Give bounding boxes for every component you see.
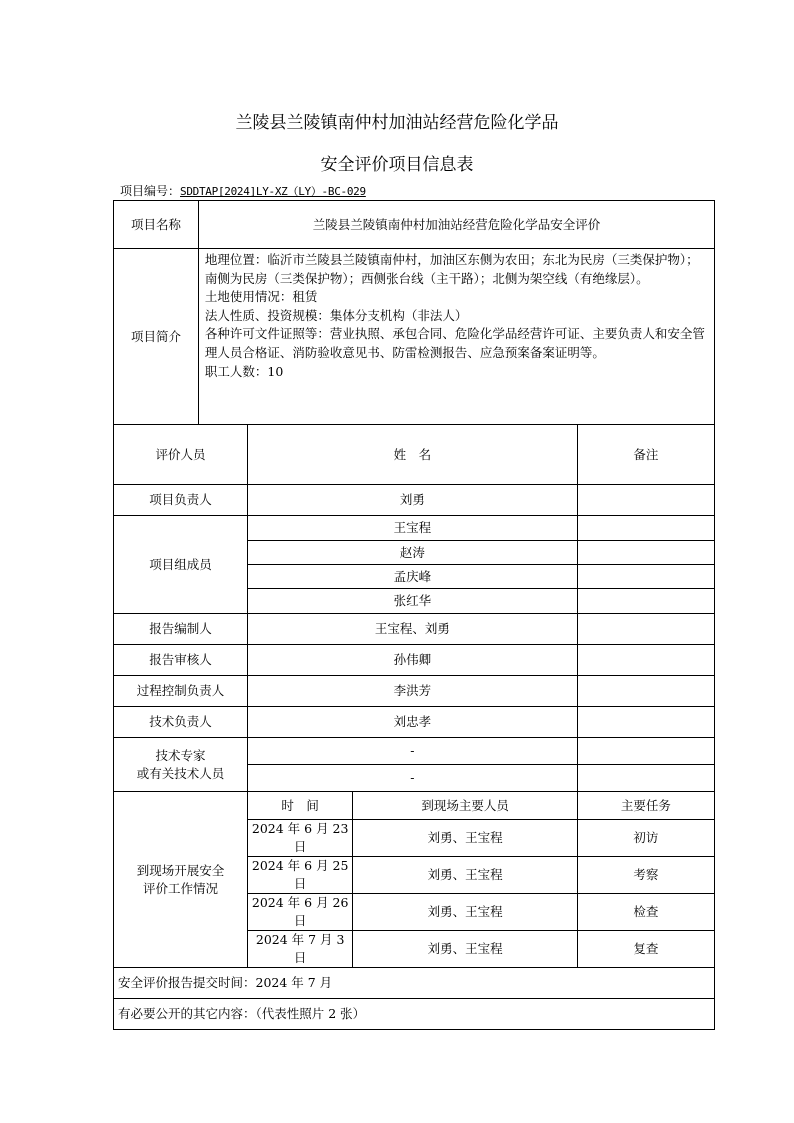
reviewer-note bbox=[577, 645, 714, 676]
project-name-value: 兰陵县兰陵镇南仲村加油站经营危险化学品安全评价 bbox=[198, 201, 714, 249]
visit-task: 考察 bbox=[577, 857, 714, 894]
project-intro-label: 项目简介 bbox=[114, 249, 199, 425]
document-title-line2: 安全评价项目信息表 bbox=[320, 155, 474, 175]
member-name: 孟庆峰 bbox=[247, 565, 577, 589]
table-row bbox=[114, 249, 715, 425]
visit-task: 检查 bbox=[577, 894, 714, 931]
project-number-label: 项目编号： bbox=[120, 184, 181, 198]
member-name: 赵涛 bbox=[247, 541, 577, 565]
staff-note-header: 备注 bbox=[577, 425, 714, 485]
member-note bbox=[577, 516, 714, 541]
member-note bbox=[577, 589, 714, 614]
expert-role bbox=[114, 738, 248, 792]
staff-name-header: 姓 名 bbox=[247, 425, 577, 485]
process-role: 过程控制负责人 bbox=[114, 676, 248, 707]
reviewer-name: 孙伟卿 bbox=[247, 645, 577, 676]
expert-note bbox=[577, 765, 714, 792]
visit-date: 2024 年 6 月 23 日 bbox=[247, 820, 353, 857]
project-name-label: 项目名称 bbox=[114, 201, 199, 249]
table-row bbox=[114, 792, 715, 820]
table-row bbox=[114, 738, 715, 765]
visit-people: 刘勇、王宝程 bbox=[353, 857, 577, 894]
member-note bbox=[577, 565, 714, 589]
visits-time-header: 时 间 bbox=[247, 792, 353, 820]
info-table bbox=[113, 200, 715, 1030]
visit-task: 复查 bbox=[577, 931, 714, 968]
expert-name: - bbox=[247, 738, 577, 765]
visit-date: 2024 年 6 月 25 日 bbox=[247, 857, 353, 894]
visits-label bbox=[114, 792, 248, 968]
project-number-value: SDDTAP[2024]LY-XZ（LY）-BC-029 bbox=[180, 185, 366, 198]
intro-line: 各种许可文件证照等：营业执照、承包合同、危险化学品经营许可证、主要负责人和安全管理人员合格证、消防验收意见书、防雷检测报告、应急预案备案证明等。 bbox=[204, 326, 705, 360]
expert-note bbox=[577, 738, 714, 765]
table-row bbox=[114, 707, 715, 738]
compiler-name: 王宝程、刘勇 bbox=[247, 614, 577, 645]
compiler-note bbox=[577, 614, 714, 645]
visit-people: 刘勇、王宝程 bbox=[353, 820, 577, 857]
intro-line: 法人性质、投资规模：集体分支机构（非法人） bbox=[204, 307, 468, 323]
tech-name: 刘忠孝 bbox=[247, 707, 577, 738]
member-name: 王宝程 bbox=[247, 516, 577, 541]
visit-people: 刘勇、王宝程 bbox=[353, 894, 577, 931]
table-row bbox=[114, 968, 715, 999]
table-row bbox=[114, 645, 715, 676]
project-number bbox=[120, 182, 366, 199]
table-row bbox=[114, 485, 715, 516]
staff-role-header: 评价人员 bbox=[114, 425, 248, 485]
intro-line: 职工人数：10 bbox=[204, 363, 284, 379]
compiler-role: 报告编制人 bbox=[114, 614, 248, 645]
document-title-line1: 兰陵县兰陵镇南仲村加油站经营危险化学品 bbox=[235, 113, 559, 133]
submit-time: 安全评价报告提交时间：2024 年 7 月 bbox=[114, 968, 715, 999]
members-role: 项目组成员 bbox=[114, 516, 248, 614]
table-row bbox=[114, 614, 715, 645]
table-row bbox=[114, 516, 715, 541]
visit-date: 2024 年 7 月 3 日 bbox=[247, 931, 353, 968]
member-note bbox=[577, 541, 714, 565]
expert-name: - bbox=[247, 765, 577, 792]
visit-task: 初访 bbox=[577, 820, 714, 857]
visit-date: 2024 年 6 月 26 日 bbox=[247, 894, 353, 931]
intro-line: 地理位置：临沂市兰陵县兰陵镇南仲村，加油区东侧为农田；东北为民房（三类保护物）；南侧为民房（三类保护物）；西侧张台线（主干路）；北侧为架空线（有绝缘层）。 bbox=[204, 252, 699, 286]
reviewer-role: 报告审核人 bbox=[114, 645, 248, 676]
expert-role-line2: 或有关技术人员 bbox=[136, 765, 225, 781]
leader-note bbox=[577, 485, 714, 516]
visits-task-header: 主要任务 bbox=[577, 792, 714, 820]
other-content: 有必要公开的其它内容：（代表性照片 2 张） bbox=[114, 999, 715, 1030]
table-row bbox=[114, 999, 715, 1030]
table-row bbox=[114, 676, 715, 707]
member-name: 张红华 bbox=[247, 589, 577, 614]
table-row bbox=[114, 425, 715, 485]
tech-role: 技术负责人 bbox=[114, 707, 248, 738]
expert-role-line1: 技术专家 bbox=[155, 747, 206, 763]
visits-label-line1: 到现场开展安全 bbox=[136, 862, 225, 878]
table-row bbox=[114, 201, 715, 249]
leader-role: 项目负责人 bbox=[114, 485, 248, 516]
tech-note bbox=[577, 707, 714, 738]
leader-name: 刘勇 bbox=[247, 485, 577, 516]
process-name: 李洪芳 bbox=[247, 676, 577, 707]
process-note bbox=[577, 676, 714, 707]
visits-people-header: 到现场主要人员 bbox=[353, 792, 577, 820]
project-intro-content bbox=[198, 249, 714, 425]
visits-label-line2: 评价工作情况 bbox=[142, 880, 218, 896]
intro-line: 土地使用情况：租赁 bbox=[204, 289, 318, 305]
visit-people: 刘勇、王宝程 bbox=[353, 931, 577, 968]
